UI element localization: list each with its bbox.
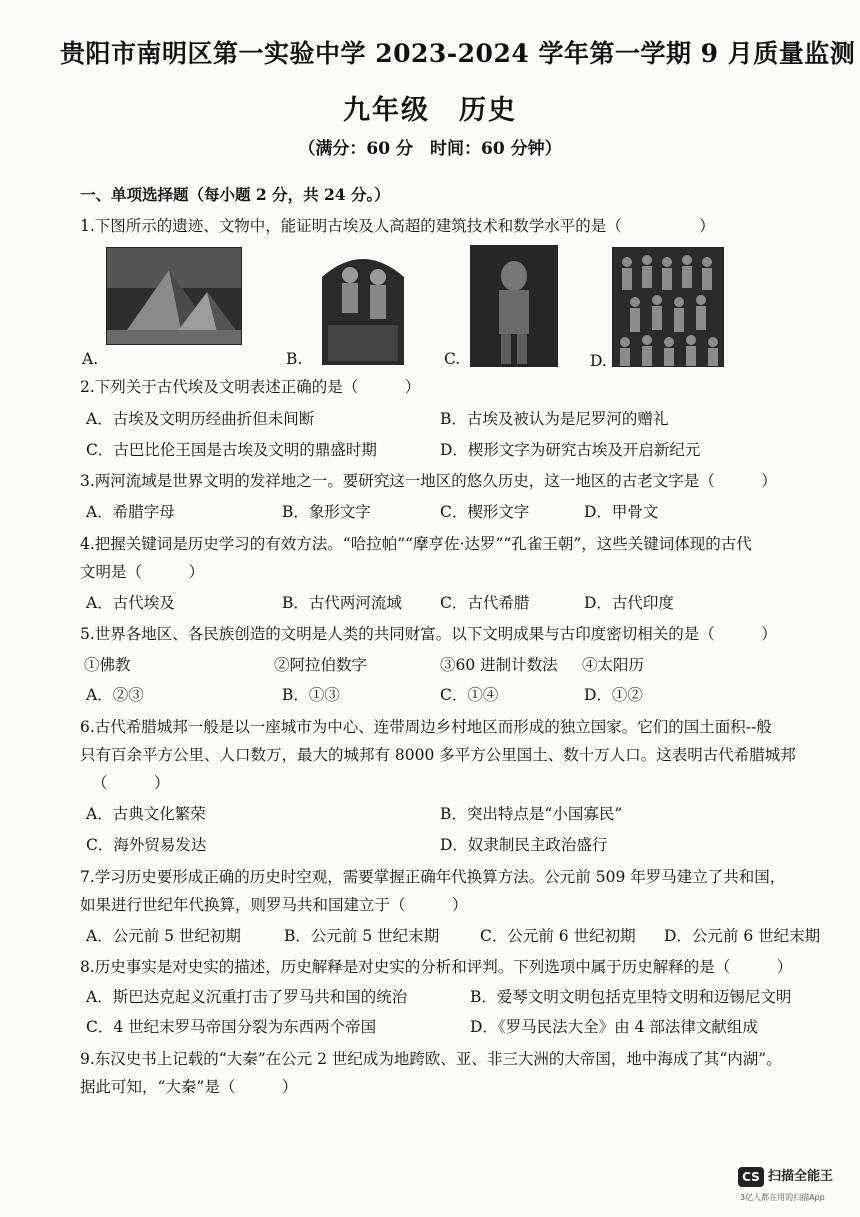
scanner-app-name: 扫描全能王	[768, 1169, 834, 1184]
q5-option-d: D．①②	[584, 686, 643, 704]
q7-option-a: A．公元前 5 世纪初期	[86, 927, 241, 945]
q8-option-d: D．《罗马民法大全》由 4 部法律文献组成	[470, 1018, 758, 1036]
q3-option-a: A．希腊字母	[86, 503, 175, 521]
q9-stem-line1: 9.东汉史书上记载的“大秦”在公元 2 世纪成为地跨欧、亚、非三大洲的大帝国，地中海成了其“内湖”。	[80, 1050, 782, 1068]
q6-option-d: D．奴隶制民主政治盛行	[440, 836, 608, 854]
q4-stem-line1: 4.把握关键词是历史学习的有效方法。“哈拉帕”“摩亨佐·达罗”“孔雀王朝”，这些关键词体现的古代	[80, 535, 752, 553]
q6-stem-line2: 只有百余平方公里、人口数万，最大的城邦有 8000 多平方公里国土、数十万人口。这表明古代希腊城邦	[80, 746, 796, 764]
scanner-tagline: 3亿人都在用的扫描App	[740, 1193, 825, 1202]
q9-stem-line2: 据此可知，“大秦”是（ ）	[80, 1078, 298, 1096]
q6-option-c: C．海外贸易发达	[86, 836, 207, 854]
q7-option-c: C．公元前 6 世纪初期	[480, 927, 636, 945]
pyramids-image	[106, 247, 242, 345]
exam-meta: （满分：60 分 时间：60 分钟）	[298, 139, 562, 159]
q3-option-b: B．象形文字	[282, 503, 371, 521]
q2-option-b: B．古埃及被认为是尼罗河的赠礼	[440, 410, 669, 428]
q3-stem: 3.两河流域是世界文明的发祥地之一。要研究这一地区的悠久历史，这一地区的古老文字是（ ）	[80, 472, 777, 490]
q7-stem-line2: 如果进行世纪年代换算，则罗马共和国建立于（ ）	[80, 896, 468, 914]
q8-option-a: A．斯巴达克起义沉重打击了罗马共和国的统治	[86, 988, 408, 1006]
q3-option-d: D．甲骨文	[584, 503, 659, 521]
q6-stem-line3: （ ）	[92, 774, 170, 792]
q8-option-b: B．爱琴文明文明包括克里特文明和迈锡尼文明	[470, 988, 792, 1006]
section-heading: 一、单项选择题（每小题 2 分，共 24 分。）	[80, 185, 390, 204]
q8-option-c: C．4 世纪末罗马帝国分裂为东西两个帝国	[86, 1018, 377, 1036]
q1-label-a: A.	[82, 350, 99, 368]
q5-item-4: ④太阳历	[582, 656, 645, 674]
q7-stem-line1: 7.学习历史要形成正确的历史时空观，需要掌握正确年代换算方法。公元前 509 年罗马建立了共和国，	[80, 868, 786, 886]
q5-item-1: ①佛教	[84, 656, 131, 674]
q1-stem: 1.下图所示的遗迹、文物中，能证明古埃及人高超的建筑技术和数学水平的是（ ）	[80, 217, 715, 235]
exam-title: 贵阳市南明区第一实验中学 2023-2024 学年第一学期 9 月质量监测	[60, 39, 856, 68]
q4-stem-line2: 文明是（ ）	[80, 563, 205, 581]
q5-item-2: ②阿拉伯数字	[274, 656, 368, 674]
q5-stem: 5.世界各地区、各民族创造的文明是人类的共同财富。以下文明成果与古印度密切相关的是（ ）	[80, 625, 777, 643]
exam-subtitle: 九年级 历史	[343, 95, 517, 126]
q5-option-b: B．①③	[282, 686, 340, 704]
q4-option-c: C．古代希腊	[440, 594, 530, 612]
q2-option-a: A．古埃及文明历经曲折但未间断	[86, 410, 315, 428]
q7-option-d: D．公元前 6 世纪末期	[664, 927, 821, 945]
scanner-logo: CS	[738, 1167, 764, 1187]
stele-image	[316, 247, 410, 365]
q6-stem-line1: 6.古代希腊城邦一般是以一座城市为中心、连带周边乡村地区而形成的独立国家。它们的国土面积--般	[80, 718, 772, 736]
q5-item-3: ③60 进制计数法	[440, 656, 558, 674]
statue-image	[470, 245, 558, 367]
q1-label-b: B.	[286, 350, 303, 368]
q6-option-b: B．突出特点是“小国寡民”	[440, 805, 623, 823]
q2-stem: 2.下列关于古代埃及文明表述正确的是（ ）	[80, 378, 421, 396]
q1-label-d: D.	[590, 352, 607, 370]
q1-label-c: C.	[444, 350, 461, 368]
q6-option-a: A．古典文化繁荣	[86, 805, 206, 823]
terracotta-army-image	[612, 247, 724, 367]
q2-option-d: D．楔形文字为研究古埃及开启新纪元	[440, 441, 701, 459]
q4-option-a: A．古代埃及	[86, 594, 175, 612]
q5-option-c: C．①④	[440, 686, 499, 704]
q4-option-b: B．古代两河流域	[282, 594, 402, 612]
q5-option-a: A．②③	[86, 686, 144, 704]
q3-option-c: C．楔形文字	[440, 503, 530, 521]
q2-option-c: C．古巴比伦王国是古埃及文明的鼎盛时期	[86, 441, 377, 459]
q8-stem: 8.历史事实是对史实的描述，历史解释是对史实的分析和评判。下列选项中属于历史解释的是（ ）	[80, 958, 793, 976]
q4-option-d: D．古代印度	[584, 594, 674, 612]
q7-option-b: B．公元前 5 世纪末期	[284, 927, 440, 945]
